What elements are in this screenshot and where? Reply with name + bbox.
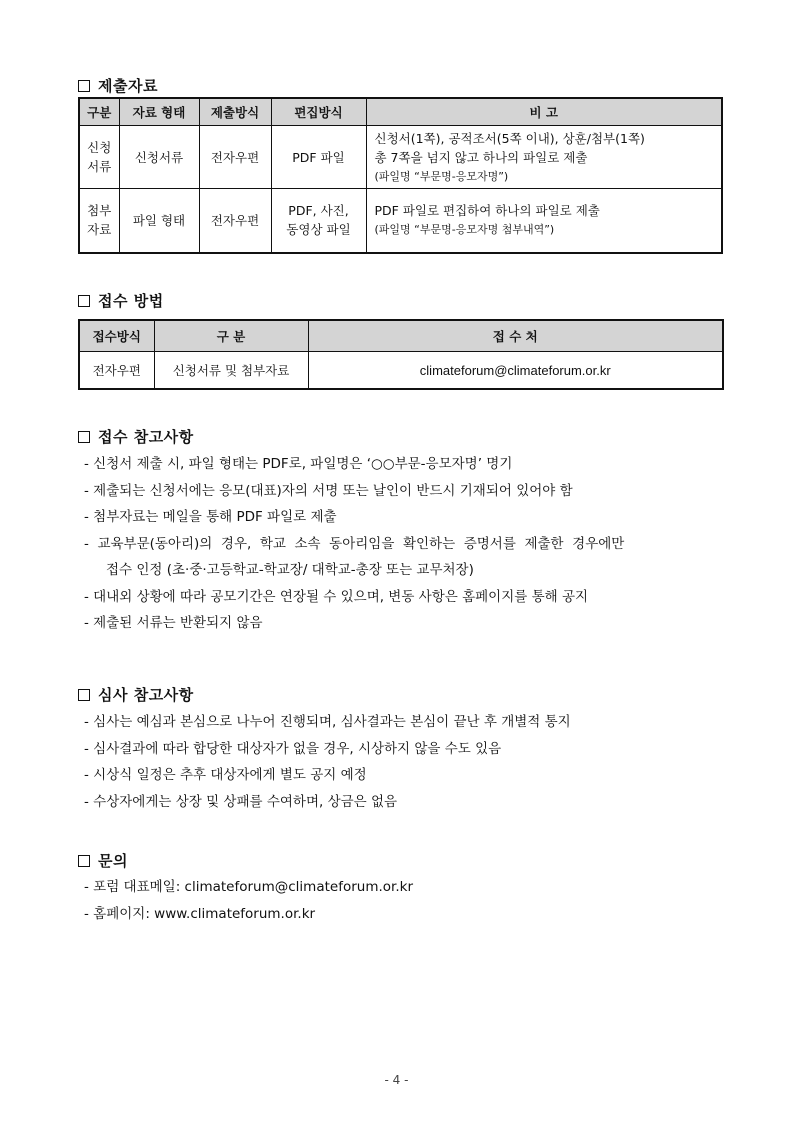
list-item: - 심사는 예심과 본심으로 나누어 진행되며, 심사결과는 본심이 끝난 후 개별적 통지 [84, 714, 571, 730]
note-line: 신청서(1쪽), 공적조서(5쪽 이내), 상훈/첨부(1쪽) [374, 130, 645, 146]
table-row [79, 126, 722, 189]
cell-method: 전자우편 [199, 126, 271, 189]
cell-note [366, 126, 722, 189]
list-item: - 제출되는 신청서에는 응모(대표)자의 서명 또는 날인이 반드시 기재되어 있어야 함 [84, 482, 573, 499]
cell-method: 전자우편 [199, 189, 271, 253]
section-title-text: 제출자료 [98, 77, 158, 95]
list-item: - 시상식 일정은 추후 대상자에게 별도 공지 예정 [84, 767, 367, 783]
checkbox-square-icon [78, 431, 90, 443]
checkbox-square-icon [78, 80, 90, 92]
section-title-text: 접수 참고사항 [98, 428, 194, 446]
contact-email: - 포럼 대표메일: climateforum@climateforum.or.kr [84, 879, 413, 895]
cell-type: 파일 형태 [119, 189, 199, 253]
list-item: - 심사결과에 따라 합당한 대상자가 없을 경우, 시상하지 않을 수도 있음 [84, 740, 502, 757]
list-item: - 제출된 서류는 반환되지 않음 [84, 615, 263, 631]
header-type: 자료 형태 [119, 98, 199, 126]
review-notes-list [84, 709, 734, 815]
submission-table [78, 97, 723, 254]
section-title-text: 접수 방법 [98, 292, 164, 310]
cell-note [366, 189, 722, 253]
list-item: - 교육부문(동아리)의 경우, 학교 소속 동아리임을 확인하는 증명서를 제출한 경우에만 [84, 535, 625, 552]
table-row [79, 352, 723, 390]
cell-edit: PDF 파일 [271, 126, 366, 189]
checkbox-square-icon [78, 855, 90, 867]
header-edit: 편집방식 [271, 98, 366, 126]
header-method: 접수방식 [79, 320, 154, 352]
cell-type: 신청서류 [119, 126, 199, 189]
contact-homepage: - 홈페이지: www.climateforum.or.kr [84, 905, 316, 922]
cell-category: 신청 서류 [79, 126, 119, 189]
header-category: 구분 [79, 98, 119, 126]
list-item: - 수상자에게는 상장 및 상패를 수여하며, 상금은 없음 [84, 793, 398, 810]
checkbox-square-icon [78, 689, 90, 701]
section-title-submission [78, 75, 158, 96]
table-header-row [79, 320, 723, 352]
list-item-continuation: 접수 인정 (초·중·고등학교-학교장/ 대학교-총장 또는 교무처장) [106, 562, 474, 578]
cell-method: 전자우편 [79, 352, 154, 390]
reception-notes-list [84, 451, 734, 637]
list-item: - 첨부자료는 메일을 통해 PDF 파일로 제출 [84, 509, 337, 525]
cell-email-address: climateforum@climateforum.or.kr [308, 352, 723, 390]
page-number: - 4 - [384, 1073, 409, 1087]
section-title-text: 심사 참고사항 [98, 686, 194, 704]
section-title-review-notes [78, 684, 194, 705]
note-line: PDF 파일로 편집하여 하나의 파일로 제출 [374, 203, 600, 219]
note-line: 총 7쪽을 넘지 않고 하나의 파일로 제출 [374, 149, 588, 165]
header-method: 제출방식 [199, 98, 271, 126]
table-header-row [79, 98, 722, 126]
note-line: (파일명 “부문명-응모자명”) [374, 169, 509, 183]
reception-table [78, 319, 724, 390]
list-item: - 대내외 상황에 따라 공모기간은 연장될 수 있으며, 변동 사항은 홈페이지를 통해 공지 [84, 588, 589, 605]
header-category: 구 분 [154, 320, 308, 352]
section-title-reception-notes [78, 426, 194, 447]
section-title-reception [78, 290, 164, 311]
header-note: 비 고 [366, 98, 722, 126]
cell-category: 신청서류 및 첨부자료 [154, 352, 308, 390]
checkbox-square-icon [78, 295, 90, 307]
contact-list [84, 874, 734, 927]
cell-edit: PDF, 사진, 동영상 파일 [271, 189, 366, 253]
table-row [79, 189, 722, 253]
header-address: 접 수 처 [308, 320, 723, 352]
cell-category: 첨부 자료 [79, 189, 119, 253]
section-title-text: 문의 [98, 852, 128, 870]
list-item: - 신청서 제출 시, 파일 형태는 PDF로, 파일명은 ‘○○부문-응모자명’ 명기 [84, 456, 513, 472]
note-line: (파일명 “부문명-응모자명 첨부내역”) [374, 223, 555, 237]
section-title-contact [78, 850, 128, 871]
